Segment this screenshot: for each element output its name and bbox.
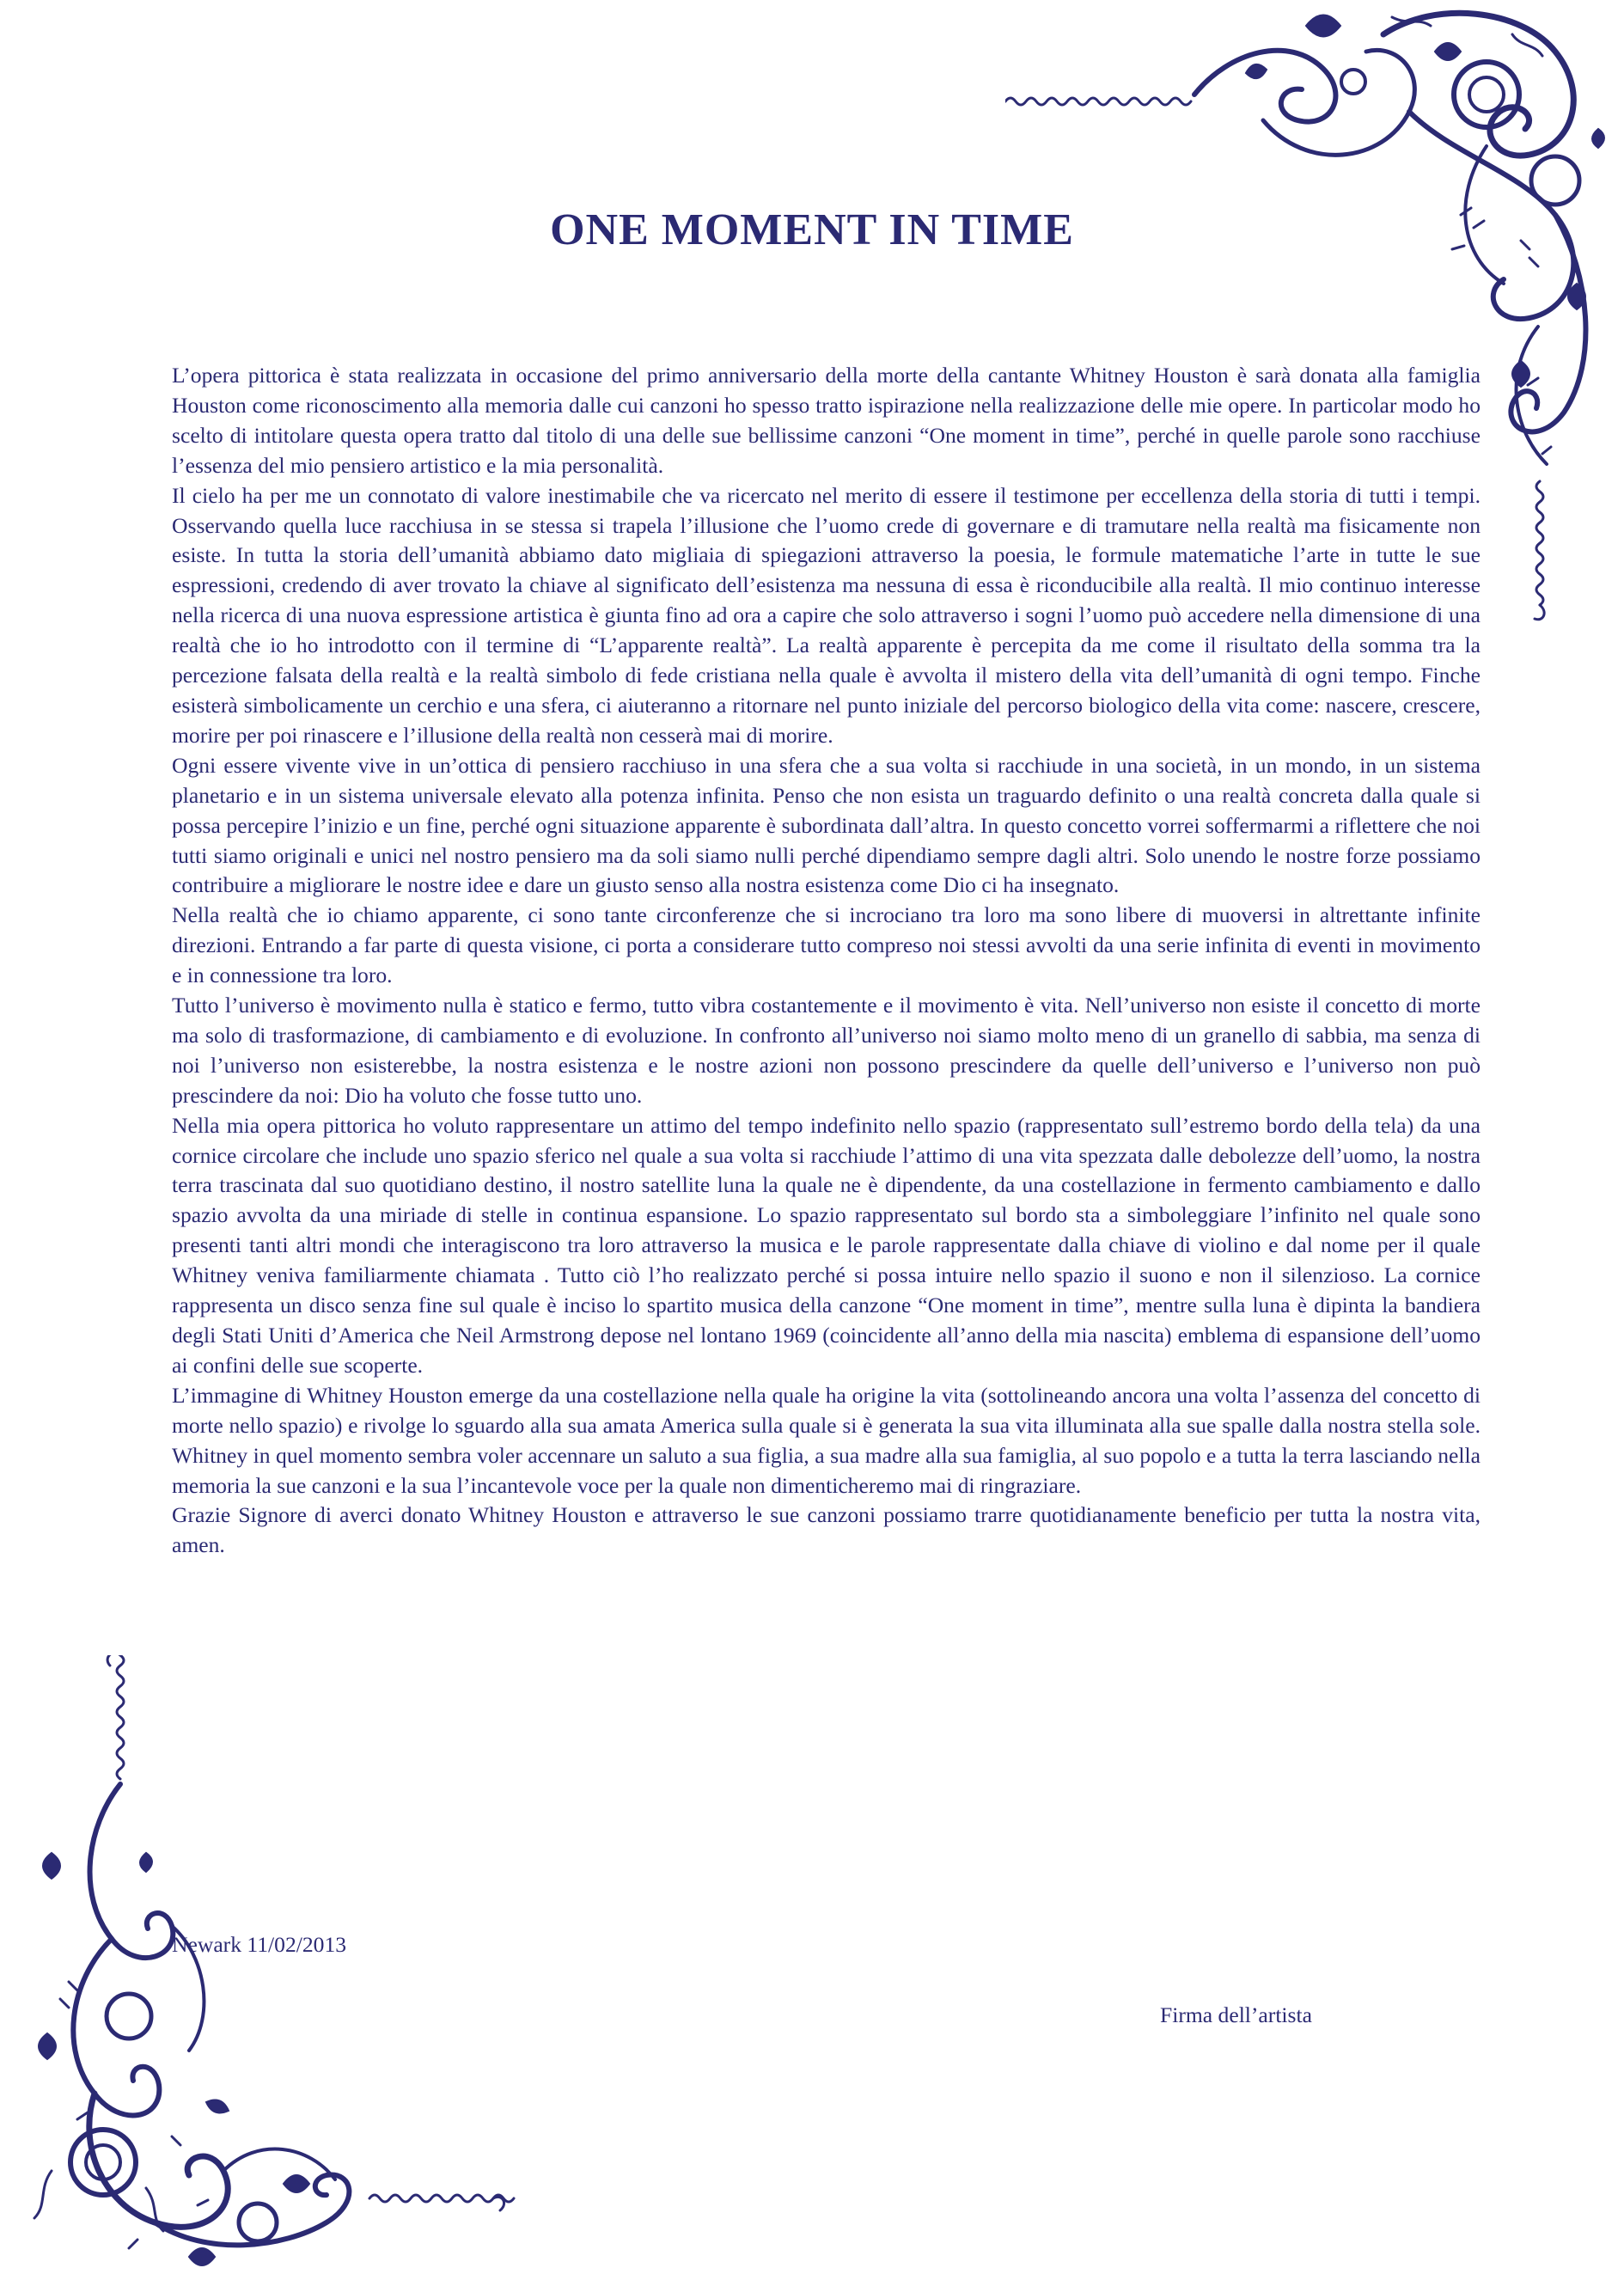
- paragraph: Nella realtà che io chiamo apparente, ci sono tante circonferenze che si incrociano tra loro ma sono libere di muoversi in altrettante infinite direzioni. Entrando a far parte di questa visione, ci porta a considerare tutto compreso noi stessi avvolti da una serie infinita di eventi in movimento e in connessione tra loro.: [172, 902, 1481, 988]
- paragraph: Il cielo ha per me un connotato di valore inestimabile che va ricercato nel merito di essere il testimone per eccellenza della storia di tutti i tempi. Osservando quella luce racchiusa in se stessa si trapela l’illusione che l’uomo crede di governare e di tramutare nella realtà ma fisicamente non esiste. In tutta la storia dell’umanità abbiamo dato migliaia di spiegazioni attraverso la poesia, le formule matematiche l’arte in tutte le sue espressioni, credendo di aver trovato la chiave al significato dell’esistenza ma nessuna di essa è riconducibile alla realtà. Il mio continuo interesse nella ricerca di una nuova espressione artistica è giunta fino ad ora a capire che solo attraverso i sogni l’uomo può accedere nella dimensione di una realtà che io ho introdotto con il termine di “L’apparente realtà”. La realtà apparente è percepita da me come il risultato della somma tra la percezione falsata della realtà e la realtà simbolo di fede cristiana nella quale è avvolta il mistero della vita dell’umanità di ogni tempo. Finche esisterà simbolicamente un cerchio e una sfera, ci aiuteranno a ritornare nel punto iniziale del percorso biologico della vita come: nascere, crescere, morire per poi rinascere e l’illusione della realtà non cesserà mai di morire.: [172, 482, 1481, 748]
- paragraph: Nella mia opera pittorica ho voluto rappresentare un attimo del tempo indefinito nello spazio (rappresentato sull’estremo bordo della tela) da una cornice circolare che include uno spazio sferico nel quale a sua volta si racchiude l’attimo di una vita spezzata dalle debolezze dell’uomo, la nostra terra trascinata dal suo quotidiano destino, il nostro satellite luna la quale ne è dipendente, da una costellazione in fermento cambiamento e dallo spazio avvolta da una miriade di stelle in continua espansione. Lo spazio rappresentato sul bordo sta a simboleggiare l’infinito nel quale sono presenti tanti altri mondi che interagiscono tra loro attraverso la musica e le parole rappresentate dalla chiave di violino e dal nome per il quale Whitney veniva familiarmente chiamata . Tutto ciò l’ho realizzato perché si possa intuire nello spazio il suono e non il silenzioso. La cornice rappresenta un disco senza fine sul quale è inciso lo spartito musica della canzone “One moment in time”, mentre sulla luna è dipinta la bandiera degli Stati Uniti d’America che Neil Armstrong depose nel lontano 1969 (coincidente all’anno della mia nascita) emblema di espansione dell’uomo ai confini delle sue scoperte.: [172, 1112, 1481, 1378]
- signature-label: Firma dell’artista: [1160, 2002, 1312, 2027]
- corner-ornament-bottom-left: [0, 1655, 533, 2274]
- paragraph: L’immagine di Whitney Houston emerge da una costellazione nella quale ha origine la vita (sottolineando ancora una volta l’assenza del concetto di morte nello spazio) e rivolge lo sguardo alla sua amata America sulla quale si è generata la sua vita illuminata alla sue spalle dalla nostra stella sole. Whitney in quel momento sembra voler accennare un saluto a sua figlia, a sua madre alla sua famiglia, al suo popolo e a tutta la terra lasciando nella memoria la sue canzoni e la sua l’incantevole voce per la quale non dimenticheremo mai di ringraziare.: [172, 1382, 1481, 1498]
- paragraph: L’opera pittorica è stata realizzata in occasione del primo anniversario della morte della cantante Whitney Houston è sarà donata alla famiglia Houston come riconoscimento alla memoria dalle cui canzoni ho spesso tratto ispirazione nella realizzazione delle mie opere. In particolar modo ho scelto di intitolare questa opera tratto dal titolo di una delle sue bellissime canzoni “One moment in time”, perché in quelle parole sono racchiuse l’essenza del mio pensiero artistico e la mia personalità.: [172, 363, 1481, 478]
- document-body: [172, 361, 1481, 1561]
- paragraph: Tutto l’universo è movimento nulla è statico e fermo, tutto vibra costantemente e il movimento è vita. Nell’universo non esiste il concetto di morte ma solo di trasformazione, di cambiamento e di evoluzione. In confronto all’universo noi siamo molto meno di un granello di sabbia, ma senza di noi l’universo non esisterebbe, la nostra esistenza e le nostre azioni non possono prescindere da quelle dell’universo e l’universo non può prescindere da noi: Dio ha voluto che fosse tutto uno.: [172, 993, 1481, 1108]
- place-date: Newark 11/02/2013: [172, 1932, 347, 1957]
- paragraph: Grazie Signore di averci donato Whitney Houston e attraverso le sue canzoni possiamo trarre quotidianamente beneficio per tutta la nostra vita, amen.: [172, 1502, 1481, 1558]
- document-title: ONE MOMENT IN TIME: [550, 205, 1074, 254]
- paragraph: Ogni essere vivente vive in un’ottica di pensiero racchiuso in una sfera che a sua volta si racchiude in una società, in un mondo, in un sistema planetario e in un sistema universale elevato alla potenza infinita. Penso che non esista un traguardo definito o una realtà concreta dalla quale si possa percepire l’inizio e un fine, perché ogni situazione apparente è subordinata dall’altra. In questo concetto vorrei soffermarmi a riflettere che noi tutti siamo originali e unici nel nostro pensiero ma da soli siamo nulli perché dipendiamo sempre dagli altri. Solo unendo le nostre forze possiamo contribuire a migliorare le nostre idee e dare un giusto senso alla nostra esistenza come Dio ci ha insegnato.: [172, 752, 1481, 898]
